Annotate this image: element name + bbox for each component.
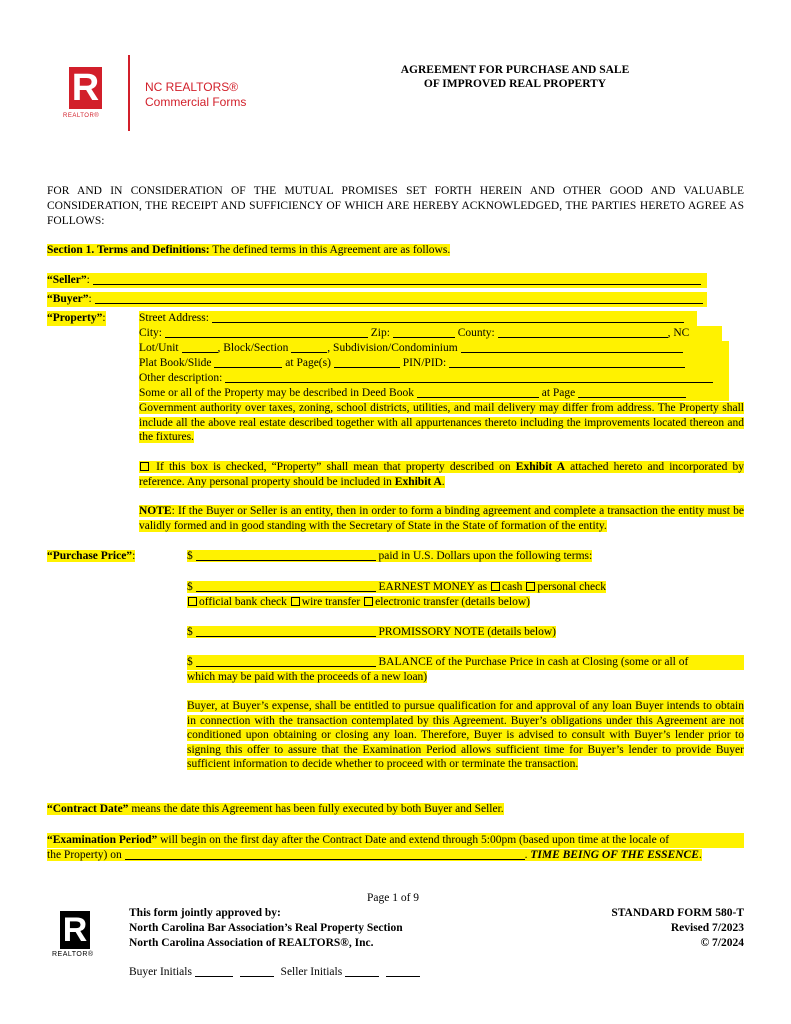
payment-methods-line — [187, 595, 530, 610]
electronic-transfer-checkbox[interactable] — [364, 597, 373, 606]
zip-label: Zip: — [370, 327, 390, 339]
footer-approved: This form jointly approved by: — [129, 907, 281, 919]
brand-line1: NC REALTORS® — [145, 80, 239, 94]
other-description-line — [139, 371, 729, 386]
exhibit-a-ref2: Exhibit A — [394, 475, 442, 488]
exhibit-end: . — [441, 475, 445, 488]
promissory-note-dollar: $ — [187, 626, 193, 638]
personal-check-label: personal check — [537, 581, 606, 593]
seller-line — [47, 273, 707, 288]
earnest-money-field[interactable] — [196, 580, 376, 592]
purchase-price-field[interactable] — [196, 549, 376, 561]
examination-period-text2: the Property) on — [47, 849, 122, 861]
wire-transfer-checkbox[interactable] — [291, 597, 300, 606]
brand-name — [145, 80, 246, 110]
at-pages-label: at Page(s) — [285, 357, 331, 369]
seller-initials-field-1[interactable] — [345, 965, 379, 977]
exhibit-paragraph — [139, 460, 744, 489]
property-label: “Property” — [47, 312, 103, 324]
deed-book-label: Some or all of the Property may be described in Deed Book — [139, 387, 414, 399]
promissory-note-label: PROMISSORY NOTE (details below) — [375, 626, 557, 638]
promissory-note-line — [187, 625, 556, 640]
plat-book-label: Plat Book/Slide — [139, 357, 212, 369]
page-title — [360, 63, 670, 91]
zip-field[interactable] — [393, 326, 455, 338]
realtor-logo-mark: R — [71, 67, 100, 109]
cash-checkbox[interactable] — [491, 582, 500, 591]
purchase-price-text: paid in U.S. Dollars upon the following terms: — [375, 550, 593, 562]
buyer-colon: : — [88, 293, 92, 305]
property-label-line — [47, 311, 106, 326]
at-page-label: at Page — [541, 387, 576, 399]
promissory-note-field[interactable] — [196, 625, 376, 637]
realtor-logo-text: REALTOR® — [63, 113, 100, 119]
cash-label: cash — [502, 581, 523, 593]
pin-pid-field[interactable] — [449, 356, 685, 368]
subdivision-field[interactable] — [461, 341, 683, 353]
examination-period-text1: will begin on the first day after the Contract Date and extend through 5:00pm (based upon time at the locale of — [157, 834, 670, 846]
purchase-price-colon: : — [132, 550, 136, 562]
official-bank-check-checkbox[interactable] — [188, 597, 197, 606]
exhibit-text-1: If this box is checked, “Property” shall mean that property described on — [151, 461, 516, 473]
earnest-money-line — [187, 580, 606, 595]
contract-date-text: means the date this Agreement has been fully executed by both Buyer and Seller. — [128, 803, 504, 815]
other-description-label: Other description: — [139, 372, 223, 384]
subdivision-label: , Subdivision/Condominium — [327, 342, 458, 354]
seller-field[interactable] — [93, 273, 701, 285]
personal-check-checkbox[interactable] — [526, 582, 535, 591]
section1-text: The defined terms in this Agreement are as follows. — [209, 244, 451, 256]
lot-unit-label: Lot/Unit — [139, 342, 179, 354]
footer-approval — [129, 906, 403, 951]
city-zip-county-line — [139, 326, 722, 341]
wire-transfer-label: wire transfer — [301, 596, 361, 608]
note-paragraph — [139, 504, 744, 533]
section1-heading: Section 1. Terms and Definitions: — [47, 244, 210, 256]
footer-realtor-mark: R — [62, 911, 88, 949]
balance-line-2 — [187, 670, 427, 685]
examination-period-line — [47, 833, 744, 848]
time-essence-text: TIME BEING OF THE ESSENCE — [530, 849, 699, 861]
examination-period-label: “Examination Period” — [47, 834, 158, 846]
at-pages-field[interactable] — [334, 356, 400, 368]
block-section-label: , Block/Section — [217, 342, 289, 354]
at-page-field[interactable] — [578, 386, 686, 398]
county-label: County: — [457, 327, 495, 339]
exhibit-a-checkbox[interactable] — [140, 462, 149, 471]
intro-paragraph: FOR AND IN CONSIDERATION OF THE MUTUAL PROMISES SET FORTH HEREIN AND OTHER GOOD AND VALUABLE CONSIDERATION, THE RECEIPT AND SUFFICIENCY OF WHICH ARE HEREBY ACKNOWLEDGED, THE PARTIES HERETO AGREE AS FOLLOWS: — [47, 185, 744, 227]
lot-block-subdivision-line — [139, 341, 729, 356]
buyer-label: “Buyer” — [47, 293, 89, 305]
balance-text-2: which may be paid with the proceeds of a new loan) — [187, 671, 428, 683]
block-section-field[interactable] — [291, 341, 327, 353]
earnest-money-label: EARNEST MONEY as — [375, 581, 490, 593]
buyer-initials-field-2[interactable] — [240, 965, 274, 977]
official-bank-check-label: official bank check — [199, 596, 287, 608]
plat-pin-line — [139, 356, 729, 371]
street-address-label: Street Address: — [139, 312, 209, 324]
buyer-initials-field-1[interactable] — [195, 965, 233, 977]
examination-period-line-2: the Property) on . TIME BEING OF THE ESSENCE. — [47, 849, 702, 861]
property-colon: : — [102, 312, 106, 324]
title-line1: AGREEMENT FOR PURCHASE AND SALE — [400, 64, 630, 76]
purchase-price-line — [187, 549, 592, 564]
deed-book-line — [139, 386, 729, 401]
other-description-field[interactable] — [225, 371, 713, 383]
note-label: NOTE — [139, 505, 172, 517]
footer-revised: Revised 7/2023 — [670, 922, 744, 934]
seller-colon: : — [86, 274, 90, 286]
pin-pid-label: PIN/PID: — [402, 357, 447, 369]
seller-initials-label: Seller Initials — [280, 966, 343, 978]
footer-form-number: STANDARD FORM 580-T — [611, 907, 744, 919]
county-field[interactable] — [498, 326, 668, 338]
street-address-field[interactable] — [212, 311, 684, 323]
exhibit-text-2: attached hereto and incorporated by reference. Any personal property should be included in — [139, 461, 744, 488]
city-label: City: — [139, 327, 163, 339]
footer-bar-association: North Carolina Bar Association’s Real Property Section — [129, 922, 403, 934]
government-paragraph — [139, 401, 744, 445]
buyer-field[interactable] — [95, 292, 703, 304]
examination-period-date-field[interactable] — [125, 848, 525, 860]
page-number: Page 1 of 9 — [367, 892, 420, 904]
section1-heading-line — [47, 243, 450, 258]
logo-divider — [128, 55, 130, 131]
footer-realtor-text: REALTOR® — [52, 951, 94, 958]
seller-initials-field-2[interactable] — [386, 965, 420, 977]
balance-dollar: $ — [187, 656, 193, 668]
balance-line — [187, 655, 744, 670]
loan-paragraph — [187, 699, 744, 772]
purchase-price-dollar: $ — [187, 550, 193, 562]
balance-field[interactable] — [196, 655, 376, 667]
deed-book-field[interactable] — [417, 386, 539, 398]
title-line2: OF IMPROVED REAL PROPERTY — [423, 78, 607, 90]
loan-text: Buyer, at Buyer’s expense, shall be entitled to pursue qualification for and approval of any loan Buyer intends to obtain in connection with the transaction contemplated by this Agreement. Buyer’s obligations under this Agreement are not conditioned upon obtaining or closing any loan. Therefore, Buyer is advised to consult with Buyer’s lender prior to signing this offer to assure that the Examination Period allows sufficient time for Buyer’s lender to provide Buyer sufficient information to decide whether to proceed with or terminate the transaction. — [187, 700, 744, 770]
footer-form-info — [560, 906, 744, 951]
note-text: : If the Buyer or Seller is an entity, then in order to form a binding agreement and complete a transaction the entity must be validly formed and in good standing with the Secretary of State in the State of formation of the entity. — [139, 505, 744, 532]
realtor-logo — [69, 67, 102, 109]
electronic-transfer-label: electronic transfer (details below) — [375, 596, 530, 608]
street-address-line — [139, 311, 697, 326]
footer-realtor-logo — [60, 911, 90, 949]
lot-unit-field[interactable] — [182, 341, 218, 353]
purchase-price-label: “Purchase Price” — [47, 550, 133, 562]
brand-line2: Commercial Forms — [145, 95, 247, 109]
exhibit-a-ref: Exhibit A — [515, 461, 566, 473]
nc-label: , NC — [667, 327, 690, 339]
footer-realtors-association: North Carolina Association of REALTORS®, Inc. — [129, 937, 374, 949]
contract-date-label: “Contract Date” — [47, 803, 129, 815]
earnest-money-dollar: $ — [187, 581, 193, 593]
plat-book-field[interactable] — [214, 356, 282, 368]
buyer-line — [47, 292, 707, 307]
seller-label: “Seller” — [47, 274, 87, 286]
city-field[interactable] — [165, 326, 368, 338]
initials-line — [129, 965, 420, 980]
government-text: Government authority over taxes, zoning, school districts, utilities, and mail delivery may differ from address. The Property shall include all the above real estate described together with all appurtenances thereto including the improvements located thereon and the fixtures. — [139, 402, 744, 443]
contract-date-line — [47, 802, 504, 817]
footer-copyright: © 7/2024 — [700, 937, 744, 949]
buyer-initials-label: Buyer Initials — [129, 966, 192, 978]
balance-text-1: BALANCE of the Purchase Price in cash at Closing (some or all of — [375, 656, 689, 668]
purchase-price-label-line — [47, 549, 135, 564]
